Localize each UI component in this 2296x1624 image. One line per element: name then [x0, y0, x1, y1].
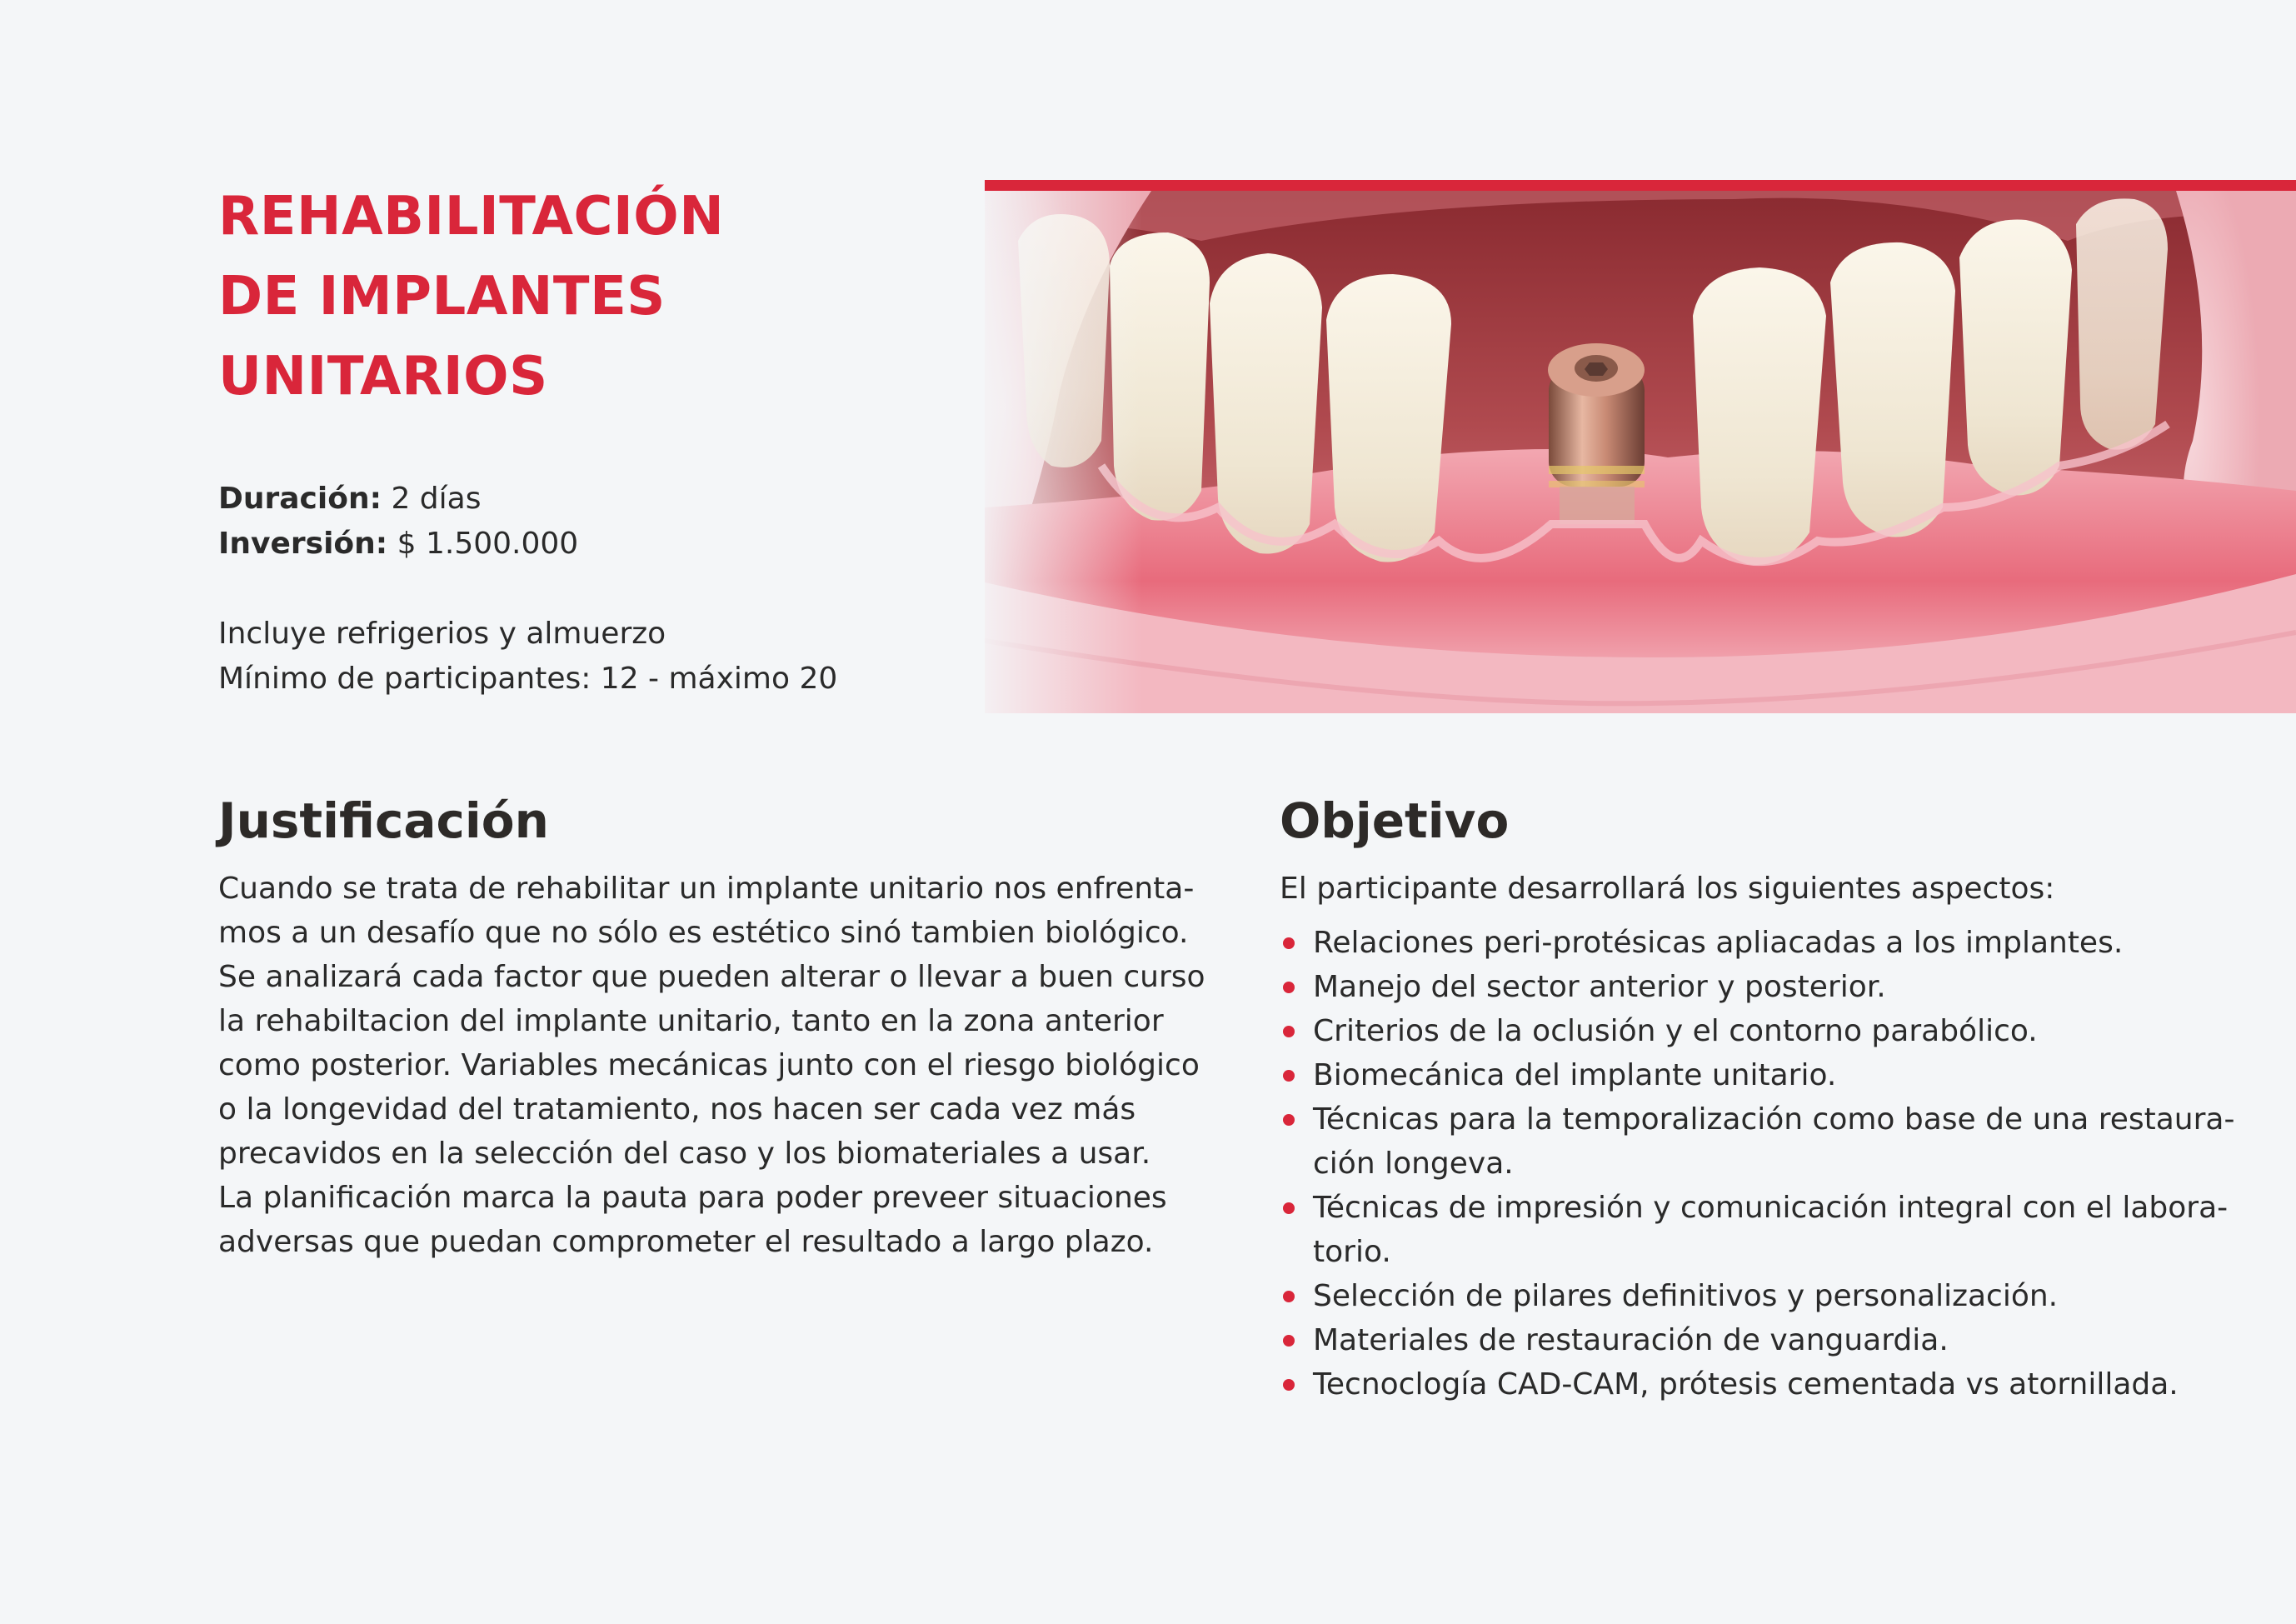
bullet-icon	[1283, 1291, 1295, 1302]
title-line: REHABILITACIÓN	[218, 186, 725, 247]
objective-item: Técnicas para la temporalización como base de una restaura- ción longeva.	[1280, 1097, 2204, 1186]
course-details	[218, 477, 837, 702]
justification-heading: Justificación	[218, 792, 549, 849]
bullet-icon	[1283, 1026, 1295, 1037]
justification-section	[218, 790, 1205, 1264]
objective-item: Tecnoclogía CAD-CAM, prótesis cementada vs atornillada.	[1280, 1362, 2204, 1407]
duration-value: 2 días	[382, 482, 482, 516]
objective-item: Técnicas de impresión y comunicación integral con el labora- torio.	[1280, 1186, 2204, 1274]
investment-row	[218, 522, 837, 567]
participants-text: Mínimo de participantes: 12 - máximo 20	[218, 662, 838, 696]
justification-line: Cuando se trata de rehabilitar un implante unitario nos enfrenta-	[218, 872, 1195, 906]
bullet-icon	[1283, 1070, 1295, 1082]
hero-image-dental-implant	[985, 191, 2296, 713]
justification-line: precavidos en la selección del caso y los biomateriales a usar.	[218, 1137, 1151, 1171]
objective-item: Materiales de restauración de vanguardia.	[1280, 1318, 2204, 1362]
justification-line: adversas que puedan comprometer el resultado a largo plazo.	[218, 1225, 1154, 1259]
title-line: UNITARIOS	[218, 346, 548, 407]
objective-section	[1280, 790, 2235, 1407]
page-title	[218, 177, 724, 417]
title-line: DE IMPLANTES	[218, 266, 666, 327]
bullet-icon	[1283, 937, 1295, 949]
objective-item: Manejo del sector anterior y posterior.	[1280, 965, 2204, 1009]
accent-bar	[985, 180, 2296, 191]
objective-item: Biomecánica del implante unitario.	[1280, 1053, 2204, 1097]
bullet-icon	[1283, 982, 1295, 993]
justification-line: como posterior. Variables mecánicas junto con el riesgo biológico	[218, 1048, 1200, 1082]
duration-label: Duración:	[218, 482, 382, 516]
bullet-icon	[1283, 1202, 1295, 1214]
justification-line: o la longevidad del tratamiento, nos hacen ser cada vez más	[218, 1092, 1136, 1127]
objective-item: Criterios de la oclusión y el contorno parabólico.	[1280, 1009, 2204, 1053]
bullet-icon	[1283, 1335, 1295, 1347]
objective-intro: El participante desarrollará los siguientes aspectos:	[1280, 872, 2055, 906]
objective-item: Selección de pilares definitivos y personalización.	[1280, 1274, 2204, 1318]
justification-line: mos a un desafío que no sólo es estético sinó tambien biológico.	[218, 916, 1189, 950]
objective-heading: Objetivo	[1280, 792, 1510, 849]
investment-value: $ 1.500.000	[387, 527, 579, 561]
investment-label: Inversión:	[218, 527, 388, 561]
justification-line: Se analizará cada factor que pueden alterar o llevar a buen curso	[218, 960, 1205, 994]
objective-item: Relaciones peri-protésicas apliacadas a los implantes.	[1280, 921, 2204, 965]
bullet-icon	[1283, 1114, 1295, 1126]
justification-line: La planificación marca la pauta para poder preveer situaciones	[218, 1181, 1167, 1215]
objective-list	[1280, 921, 2235, 1407]
justification-line: la rehabiltacion del implante unitario, tanto en la zona anterior	[218, 1004, 1164, 1038]
justification-text	[218, 867, 1205, 1264]
bullet-icon	[1283, 1379, 1295, 1391]
includes-text: Incluye refrigerios y almuerzo	[218, 617, 666, 651]
duration-row	[218, 477, 837, 522]
